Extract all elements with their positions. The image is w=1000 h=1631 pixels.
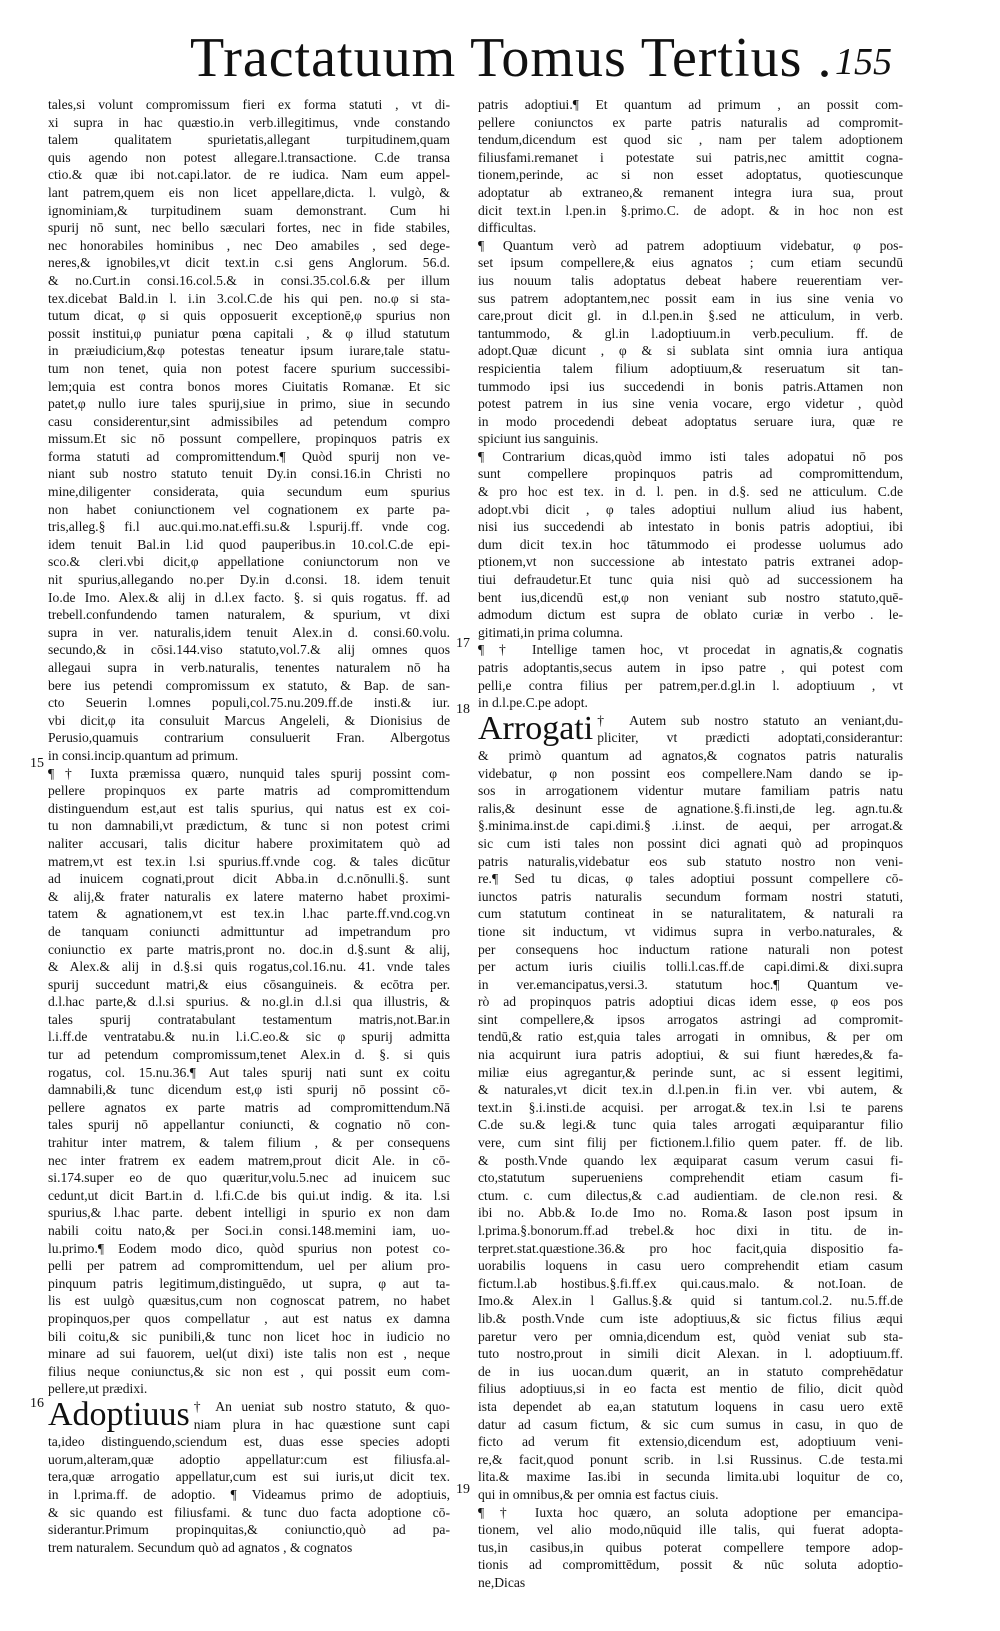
text-line: Perusio,quamuis contrarium consuluerit Fran. Albergotus	[48, 730, 450, 746]
text-line: propinquos,per quos compellatur , aut est natus ex damna	[48, 1310, 450, 1326]
text-line: & alij,& frater naturalis ex latere materno habet proximi-	[48, 888, 450, 904]
text-line: & posth.Vnde quando lex æquiparat casum verum casui fi-	[478, 1152, 903, 1168]
text-line: lu.primo.¶ Eodem modo dico, quòd spurius non potest co-	[48, 1240, 450, 1256]
text-line: nec inter fratrem ex eadem matrem,prout dicit Ale. in cō-	[48, 1152, 450, 1168]
text-line: videbatur, φ non possint eos compellere.Nam dando se ip-	[478, 765, 903, 781]
text-line: ta,ideo distinguendo,sciendum est, duas esse species adopti	[48, 1434, 450, 1450]
text-line: uorum,alteram,quæ adoptio appellatur:cum est filiusfa.al-	[48, 1451, 450, 1467]
text-line: bent ius,dicendū est,φ non veniant sub nostro statuto,quē-	[478, 589, 903, 605]
text-line: uorabilis loquens in casu uero comprehendit etiam casum	[478, 1258, 903, 1274]
text-line: ista dependet ab ea,an statutum loquens in casu uero extē	[478, 1398, 903, 1414]
text-line: vere, cum sint filij per fictionem.l.filio quem pater. ff. de lib.	[478, 1135, 903, 1151]
text-line: mine,diligenter considerata, quia secundum eum spurius	[48, 484, 450, 500]
right-paragraph-1	[478, 96, 903, 237]
text-line: ibi no. Abb.& Io.de Imo no. Roma.& Iason post ipsum in	[478, 1205, 903, 1221]
text-line: tendū,& ratio est,quia tales arrogati in omnibus, & per om	[478, 1029, 903, 1045]
text-line: pelli per patrem ad compromittendum, uel per alium pro-	[48, 1258, 450, 1274]
text-line: matrem,vt est tex.in l.si spurius.ff.vnde cog. & tales dicūtur	[48, 853, 450, 869]
text-line: cedunt,ut dicit Bart.in d. l.fi.C.de bis qui.ut indig. & ita. l.si	[48, 1187, 450, 1203]
text-line: ptionem,vt non successione ab intestato patris extranei adop-	[478, 554, 903, 570]
text-line: Imo.& Alex.in l Gallus.§.& quid si tantum.col.2. nu.5.ff.de	[478, 1293, 903, 1309]
margin-number-15: 15	[30, 756, 44, 771]
text-line: ¶ † Iuxta hoc quæro, an soluta adoptione per emancipa-	[478, 1504, 903, 1520]
text-line: sunt compellere propinquos patris ad compromittendum,	[478, 466, 903, 482]
text-line: in modo procedendi debeat adoptatus seruare iura, quæ re	[478, 413, 903, 429]
right-paragraph-2	[478, 237, 903, 448]
text-line: qui in omnibus,& per omnia est factus ciuis.	[478, 1486, 719, 1502]
text-line: ctum. c. cum dilectus,& c.ad audientiam. de cle.non resi. &	[478, 1187, 903, 1203]
text-line: datur ad casum fictum, & sic cum sumus in casu, in quo de	[478, 1416, 903, 1432]
text-line: sus patrem adoptantem,nec possit eam in ius sine venia vo	[478, 290, 903, 306]
text-line: cto,statutum superueniens comprehendit etiam casum fi-	[478, 1170, 903, 1186]
text-line: tex.dicebat Bald.in l. i.in 3.col.C.de his qui pen. no.φ si sta-	[48, 290, 450, 306]
text-line: cum statutum contineat in se naturalitatem, & naturali ra	[478, 906, 903, 922]
text-line: lant patrem,quem eis non licet appellare,dicta. l. vulgò, &	[48, 184, 450, 200]
text-line: pliciter, vt prædicti adoptati,considerantur:	[597, 730, 903, 746]
text-line: casu considerentur,sint admissibiles ad petendum compro	[48, 413, 450, 429]
text-line: coniunctio ex parte matris,pront no. doc.in d.§.sunt & alij,	[48, 941, 450, 957]
text-line: missum.Et sic nō possunt compellere, propinquos patris ex	[48, 431, 450, 447]
text-line: supra in ver. naturalis,idem tenuit Alex.in d. consi.60.volu.	[48, 624, 450, 640]
text-line: tur ad petendum compromissum,tenet Alex.in d. §. si quis	[48, 1047, 450, 1063]
text-line: respicientia talem filium adoptiuum,& reseruatum sit tan-	[478, 360, 903, 376]
text-line: re,& facit,quod ponunt scrib. in l.si Russinus. C.de testa.mi	[478, 1451, 903, 1467]
text-line: l.i.ff.de ventratabu.& nu.in l.i.C.eo.& sic φ spurij admitta	[48, 1029, 450, 1045]
text-line: ¶ † Intellige tamen hoc, vt procedat in agnatis,& cognatis	[478, 642, 903, 658]
right-paragraph-5-lines	[478, 709, 903, 1504]
text-line: ficto ad verum fit extensio,dicendum est, adoptiuum veni-	[478, 1434, 903, 1450]
text-line: neres,& ignobiles,vt dicit text.in c.si gens Anglorum. 56.d.	[48, 255, 450, 271]
text-line: fictum.l.ab hostibus.§.fi.ff.ex qui.caus.malo. & not.Ioan. de	[478, 1275, 903, 1291]
text-line: dicit text.in l.pen.in §.primo.C. de adopt. & in hoc non est	[478, 202, 903, 218]
text-line: non habet coniunctionem vel cognationem ex parte pa-	[48, 501, 450, 517]
text-line: ¶ † Iuxta præmissa quæro, nunquid tales spurij possint com-	[48, 765, 450, 781]
text-line: secundo,& in cōsi.144.viso statuto,vol.7.& alij omnes quos	[48, 642, 450, 658]
margin-number-18: 18	[456, 702, 470, 717]
text-line: pinquum patris legitimum,distinguēdo, ut supra, φ aut ta-	[48, 1275, 450, 1291]
text-line: & no.Curt.in consi.16.col.5.& in consi.35.col.6.& per illum	[48, 272, 450, 288]
text-line: patris naturalis,videbatur eos sub statuto nostro non veni-	[478, 853, 903, 869]
text-line: allegaui supra in verb.naturalis, tenentes naturalem nō ha	[48, 660, 450, 675]
left-paragraph-adoptiuus	[48, 1395, 450, 1556]
text-line: nabili coitu nato,& per Soci.in consi.148.memini iam, uo-	[48, 1223, 450, 1238]
text-line: miliæ eius agregantur,& perinde sunt, ac si essent legitimi,	[478, 1064, 903, 1080]
text-line: ad inuicem cognati,prout dicit Abba.in d.c.nōnulli.§. sunt	[48, 871, 450, 887]
running-title: Tractatuum Tomus Tertius .	[190, 27, 833, 89]
text-line: per consequens hoc inductum ratione naturali non potest	[478, 941, 903, 957]
text-line: spurij succedunt matri,& eius cōsanguineis. & ecōtra per.	[48, 976, 450, 992]
text-line: lem;quia est contra bonos mores Ciuitatis Romanæ. Et sic	[48, 378, 450, 394]
text-line: & Alex.& alij in d.§.si quis rogatus,col.16.nu. 41. vnde tales	[48, 959, 450, 975]
text-line: gitimati,in prima columna.	[478, 624, 623, 640]
text-line: ignominiam,& turpitudinem suam demonstrant. Cum hi	[48, 202, 450, 218]
text-line: cto Seuerin l.omnes populi,col.75.nu.209.ff.de insti.& iur.	[48, 695, 450, 711]
text-line: † Autem sub nostro statuto an veniant,du-	[597, 712, 903, 728]
text-line: nec honorabiles hominibus , nec Deo amabiles , sed dege-	[48, 237, 450, 253]
text-line: §.minima.inst.de capi.dimi.§ .i.inst. de aequi, per arrogat.&	[478, 818, 903, 834]
text-line: nisi ius succedendi ab intestato in bonis patris adoptiui, ibi	[478, 519, 903, 535]
text-line: filiusfami.remanet i potestate sui patris,nec amittit cogna-	[478, 149, 903, 165]
right-paragraph-arrogati	[478, 709, 903, 1504]
text-line: tantummodo, & gl.in l.adoptiuum.in verb.peculium. ff. de	[478, 325, 903, 341]
text-line: naliter accusari, talis dicitur habere proximitatem quò ad	[48, 835, 450, 851]
right-column	[478, 96, 903, 1591]
text-line: trem naturalem. Secundum quò ad agnatos , & cognatos	[48, 1539, 353, 1555]
text-line: ¶ Contrarium dicas,quòd immo isti tales adopatui nō pos	[478, 448, 903, 464]
text-line: nia acquirunt iura patris adoptiui, & sui fiunt hæredes,& fa-	[478, 1047, 903, 1063]
text-line: tus,in casibus,in quibus poterat compellere tempore adop-	[478, 1539, 903, 1555]
text-line: tione sit inductum, vt vidimus supra in verbo.naturales, &	[478, 923, 903, 939]
text-line: C.de su.& legi.& tunc quia tales arrogati æquiparantur filio	[478, 1117, 903, 1133]
text-line: trebell.confundendo tamen naturalem, & spurium, vt dixi	[48, 607, 450, 623]
text-line: in d.l.pe.C.pe adopt.	[478, 695, 588, 711]
text-line: tatem & agnationem,vt est tex.in l.hac parte.ff.vnd.cog.vn	[48, 906, 450, 922]
text-line: idem tenuit Bal.in l.id quod pauperibus.in 10.col.C.de epi-	[48, 536, 450, 552]
text-line: † An ueniat sub nostro statuto, & quo-	[193, 1398, 450, 1414]
text-line: potest patrem in ius sine venia vocare, ergo videtur , quòd	[478, 396, 903, 412]
text-line: l.prima.§.bonorum.ff.ad trebel.& hoc dixi in titu. de in-	[478, 1223, 903, 1238]
text-line: si.174.super eo de quo quæritur,volu.5.nec ad inuicem suc	[48, 1170, 450, 1186]
text-line: terpret.stat.quæstione.36.& pro hoc facit,quia dispositio fa-	[478, 1240, 903, 1256]
text-line: damnabili,& tunc dicendum est,φ isti spurij nō possint cō-	[48, 1082, 450, 1098]
text-line: patris adoptiui.¶ Et quantum ad primum , an possit com-	[478, 97, 903, 112]
text-line: in ver.emancipatus,versi.3. statutum hoc.¶ Quantum ve-	[478, 976, 903, 992]
text-line: & sic quando est filiusfami. & tunc duo facta adoptione cō-	[48, 1504, 450, 1520]
text-line: pellere coniunctos ex parte patris naturalis ad compromit-	[478, 114, 903, 130]
text-line: tu non damnabili,vt prædictum, & tunc si non potest crimi	[48, 818, 450, 834]
text-line: in præiudicium,&φ potestas teneatur ipsum iurare,tale statu-	[48, 343, 450, 359]
text-line: adopt.Quæ dicunt , φ & si sublata sint omnia iura antiqua	[478, 343, 903, 359]
drop-word-arrogati: Arrogati	[478, 709, 594, 747]
text-line: sos in arrogationem videntur mutare familiam patris natu	[478, 783, 903, 799]
page-number: 155	[835, 41, 892, 83]
text-line: sint compellere,& ipsos arrogatos astringi ad compromit-	[478, 1011, 903, 1027]
text-line: iunctos patris naturalis secundum formam nostri statuti,	[478, 888, 903, 904]
text-line: pellere,ut prædixi.	[48, 1381, 148, 1397]
text-line: forma statuti ad compromittendum.¶ Quòd spurij non ve-	[48, 448, 450, 464]
text-line: Io.de Imo. Alex.& alij in d.l.ex facto. §. si quis rogatus. ff. ad	[48, 589, 450, 605]
text-line: tum non tenet, quia non potest facere spurium successibi-	[48, 360, 450, 376]
text-line: tales,si volunt compromissum fieri ex forma statuti , vt di-	[48, 97, 450, 112]
text-line: in l.prima.ff. de adoptio. ¶ Videamus primo de adoptiuis,	[48, 1486, 450, 1502]
text-line: ius nouum talis adoptatus debeat habere reuerentiam ver-	[478, 272, 903, 288]
text-line: tera,quæ arrogatio appellatur,cum est sui iuris,ut dicit tex.	[48, 1469, 450, 1485]
text-line: rò ad propinquos patris adoptiui dicas idem esse, φ eos pos	[478, 994, 903, 1010]
drop-word-adoptiuus: Adoptiuus	[48, 1395, 190, 1433]
text-line: lib.& posth.Vnde cum iste adoptiuus,& sic fictus filius æqui	[478, 1310, 903, 1326]
text-line: siderantur.Primum propinquitas,& coniunctio,quò ad pa-	[48, 1522, 450, 1538]
text-line: paretur vero per omnia,dicendum est, quòd veniat sub sta-	[478, 1328, 903, 1344]
text-line: & pro hoc est tex. in d. l. pen. in d.§. sed ne atticulum. C.de	[478, 484, 903, 500]
text-line: de in ius uocan.dum quærit, an in statuto comprehēdatur	[478, 1363, 903, 1379]
text-line: ¶ Quantum verò ad patrem adoptiuum videbatur, φ pos-	[478, 237, 903, 253]
text-line: ctio.& quæ ibi not.capi.lator. de re iudica. Nam eum appel-	[48, 167, 450, 183]
text-line: nit spurius,allegando no.per Dy.in d.consi. 18. idem tenuit	[48, 572, 450, 588]
text-line: quis agendo non potest allegare.l.transactione. C.de transa	[48, 149, 450, 165]
text-line: tiui defraudetur.Et tunc quia nisi quò ad successionem ha	[478, 572, 903, 588]
text-line: care,prout dicit gl. in d.l.pen.in §.sed ne atticulum, in verb.	[478, 308, 903, 324]
margin-number-19: 19	[456, 1482, 470, 1497]
text-line: d.l.hac parte,& d.l.si spurius. & no.gl.in d.l.si qua illustris, &	[48, 994, 450, 1010]
left-paragraph-2	[48, 765, 450, 1398]
margin-number-16: 16	[30, 1396, 44, 1411]
text-line: filius adoptiuus,si in eo facta est mentio de filio, dicit quòd	[478, 1381, 903, 1397]
text-line: difficultas.	[478, 220, 537, 236]
page-header	[0, 22, 1000, 92]
text-line: talem qualitatem spurietatis,allegant turpitudinem,quam	[48, 132, 450, 148]
text-line: dum dicit tex.in hoc tātummodo ei prodesse uolumus ado	[478, 536, 903, 552]
left-column	[48, 96, 450, 1556]
right-paragraph-3	[478, 448, 903, 642]
text-line: per actum iuris ciuilis tolli.l.cas.ff.de capi.dimi.& dixi.supra	[478, 959, 903, 975]
text-line: bere ius petendi compromissum ex statuto, & Bap. de san-	[48, 677, 450, 693]
text-line: sic cum isti tales non possint dici agnati quò ad propinquos	[478, 835, 903, 851]
text-line: & naturales,vt dicit tex.in d.l.pen.in fi.in ver. vbi autem, &	[478, 1082, 903, 1098]
text-line: distinguendum est,aut est talis spurius, qui natus est ex coi-	[48, 800, 450, 816]
text-line: spurius,& l.hac parte. debent intelligi in spurio ex non dam	[48, 1205, 450, 1221]
text-line: pellere propinquos ex parte matris ad compromittendum	[48, 783, 450, 799]
text-line: rogatus, col. 15.nu.36.¶ Aut tales spurij nati sunt ex coitu	[48, 1064, 450, 1080]
text-line: re.¶ Sed tu dicas, φ tales adoptiui possunt compellere cō-	[478, 871, 903, 887]
text-line: xi supra in hac quæstio.in verb.illegitimus, vnde constando	[48, 114, 450, 130]
text-line: ralis,& desinunt esse de agnatione.§.fi.insti,de leg. agn.tu.&	[478, 800, 903, 816]
text-line: niam plura in hac quæstione sunt capi	[193, 1416, 450, 1432]
text-line: tales spurij contratabulant testamentum matris,not.Bar.in	[48, 1011, 450, 1027]
text-line: tendum,dicendum est quod sic , nam per talem adoptionem	[478, 132, 903, 148]
text-line: text.in §.i.insti.de acquisi. per arrogat.& tex.in l.si te parens	[478, 1099, 903, 1115]
text-line: patet,φ nullo iure tales spurij,siue in primo, siue in secundo	[48, 396, 450, 412]
text-line: tutum dicat, φ si quis opposuerit exceptionē,φ spurius non	[48, 308, 450, 324]
text-line: possit institui,φ puniatur pœna capitali , & φ illud statutum	[48, 325, 450, 341]
text-line: bili coitu,& sic punibili,& tunc non licet hoc in iudicio no	[48, 1328, 450, 1344]
text-line: lis est uulgò quæsitus,cum non cognoscat patrem, no habet	[48, 1293, 450, 1309]
text-line: de tanquam coniuncti admittuntur ad impetrandum pro	[48, 923, 450, 939]
text-line: niant sub nostro statuto tenuit Dy.in consi.16.in Christi no	[48, 466, 450, 482]
text-line: trahitur inter matrem, & talem filium , & per consequens	[48, 1135, 450, 1151]
text-line: pellere agnatos ex parte matris ad compromittendum.Nā	[48, 1099, 450, 1115]
text-line: tales spurij nō appellantur coniuncti, & cognatio nō con-	[48, 1117, 450, 1133]
text-line: spiciunt ius sanguinis.	[478, 431, 599, 447]
text-line: sco.& cleri.vbi dicit,φ appellatione coniunctorum non ve	[48, 554, 450, 570]
text-line: patris adoptantis,secus autem in ipso patre , qui potest com	[478, 660, 903, 675]
text-line: in consi.incip.quantum ad primum.	[48, 747, 239, 763]
right-paragraph-4	[478, 641, 903, 711]
text-line: lita.& maxime Ias.ibi in secunda limita.ubi loquitur de co,	[478, 1469, 903, 1485]
text-line: filius neque coniunctus,& sic non est , qui possit eum com-	[48, 1363, 450, 1379]
text-line: & primò quantum ad agnatos,& cognatos patris naturalis	[478, 747, 903, 763]
text-line: pelli,e contra filius per patrem,per.d.gl.in l. adoptiuum , vt	[478, 677, 903, 693]
text-line: tionem,perinde, ac si non esset adoptatus, quotiescunque	[478, 167, 903, 183]
text-line: vbi dicit,φ ita consuluit Marcus Angeleli, & Dionisius de	[48, 712, 450, 728]
text-line: set ipsum compellere,& eius agnatos ; cum etiam secundū	[478, 255, 903, 271]
right-paragraph-6	[478, 1504, 903, 1592]
text-line: adopt.vbi dicit , φ tales adoptiui nullum aliud ius habent,	[478, 501, 903, 517]
text-line: tris,alleg.§ fi.l auc.qui.mo.nat.effi.su.& l.spurij.ff. vnde cog.	[48, 519, 450, 535]
text-line: adoptatur ab extraneo,& remanent integra iura sua, prout	[478, 184, 903, 200]
text-line: tuto nostro,prout in simili dicit Alexan. in l. adoptiuum.ff.	[478, 1346, 903, 1362]
margin-number-17: 17	[456, 636, 470, 651]
text-line: ne,Dicas	[478, 1574, 526, 1590]
text-line: admodum dictum est supra de oblato curiæ in verbo . le-	[478, 607, 903, 623]
text-line: spurij nō sunt, nec bello sæculari fortes, nec in fide stabiles,	[48, 220, 450, 236]
text-line: tionis ad compromittēdum, possit & nūc soluta adoptio-	[478, 1557, 903, 1573]
left-paragraph-1	[48, 96, 450, 765]
text-line: tionem, vel alio modo,nūquid ille talis, qui fuerat adopta-	[478, 1522, 903, 1538]
text-line: tummodo ipsi ius succedendi in bonis patris.Attamen non	[478, 378, 903, 394]
text-line: minare ad sui fauorem, uel(ut dixi) iste talis non est , neque	[48, 1346, 450, 1362]
